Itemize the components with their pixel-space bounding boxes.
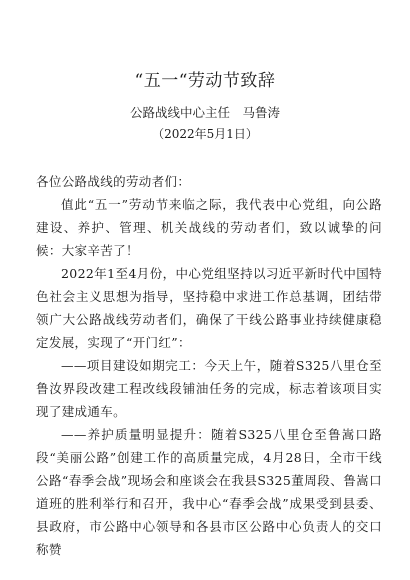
paragraph-achievements: 2022年1至4月份，中心党组坚持以习近平新时代中国特色社会主义思想为指导，坚持稳中求进工作总基调，团结带领广大公路战线劳动者们，确保了干线公路事业持续健康稳定发展，实现了“开门红”：: [36, 266, 382, 350]
paragraph-maintenance-quality: ——养护质量明显提升：随着S325八里仓至鲁嵩口路段“美丽公路”创建工作的高质量完成，4月28日，全市干线公路“春季会战”现场会和座谈会在我县S325董周段、鲁嵩口道班的胜利举行和召开，我中心“春季会战”成果受到县委、县政府，市公路中心领导和各县市区公路中心负责人的交口称赞: [36, 427, 382, 557]
salutation: 各位公路战线的劳动者们：: [36, 174, 191, 189]
paragraph-project-construction: ——项目建设如期完工：今天上午，随着S325八里仓至鲁汝界段改建工程改线段铺油任务的完成，标志着该项目实现了建成通车。: [36, 358, 382, 419]
document-date: （2022年5月1日）: [152, 127, 258, 141]
paragraph-greeting: 值此“五一”劳动节来临之际，我代表中心党组，向公路建设、养护、管理、机关战线的劳动者们，致以诚挚的问候：大家辛苦了！: [36, 197, 382, 258]
document-author: 公路战线中心主任 马鲁涛: [129, 105, 280, 120]
document-body: [36, 170, 382, 561]
document-title: “五一“劳动节致辞: [134, 71, 276, 91]
